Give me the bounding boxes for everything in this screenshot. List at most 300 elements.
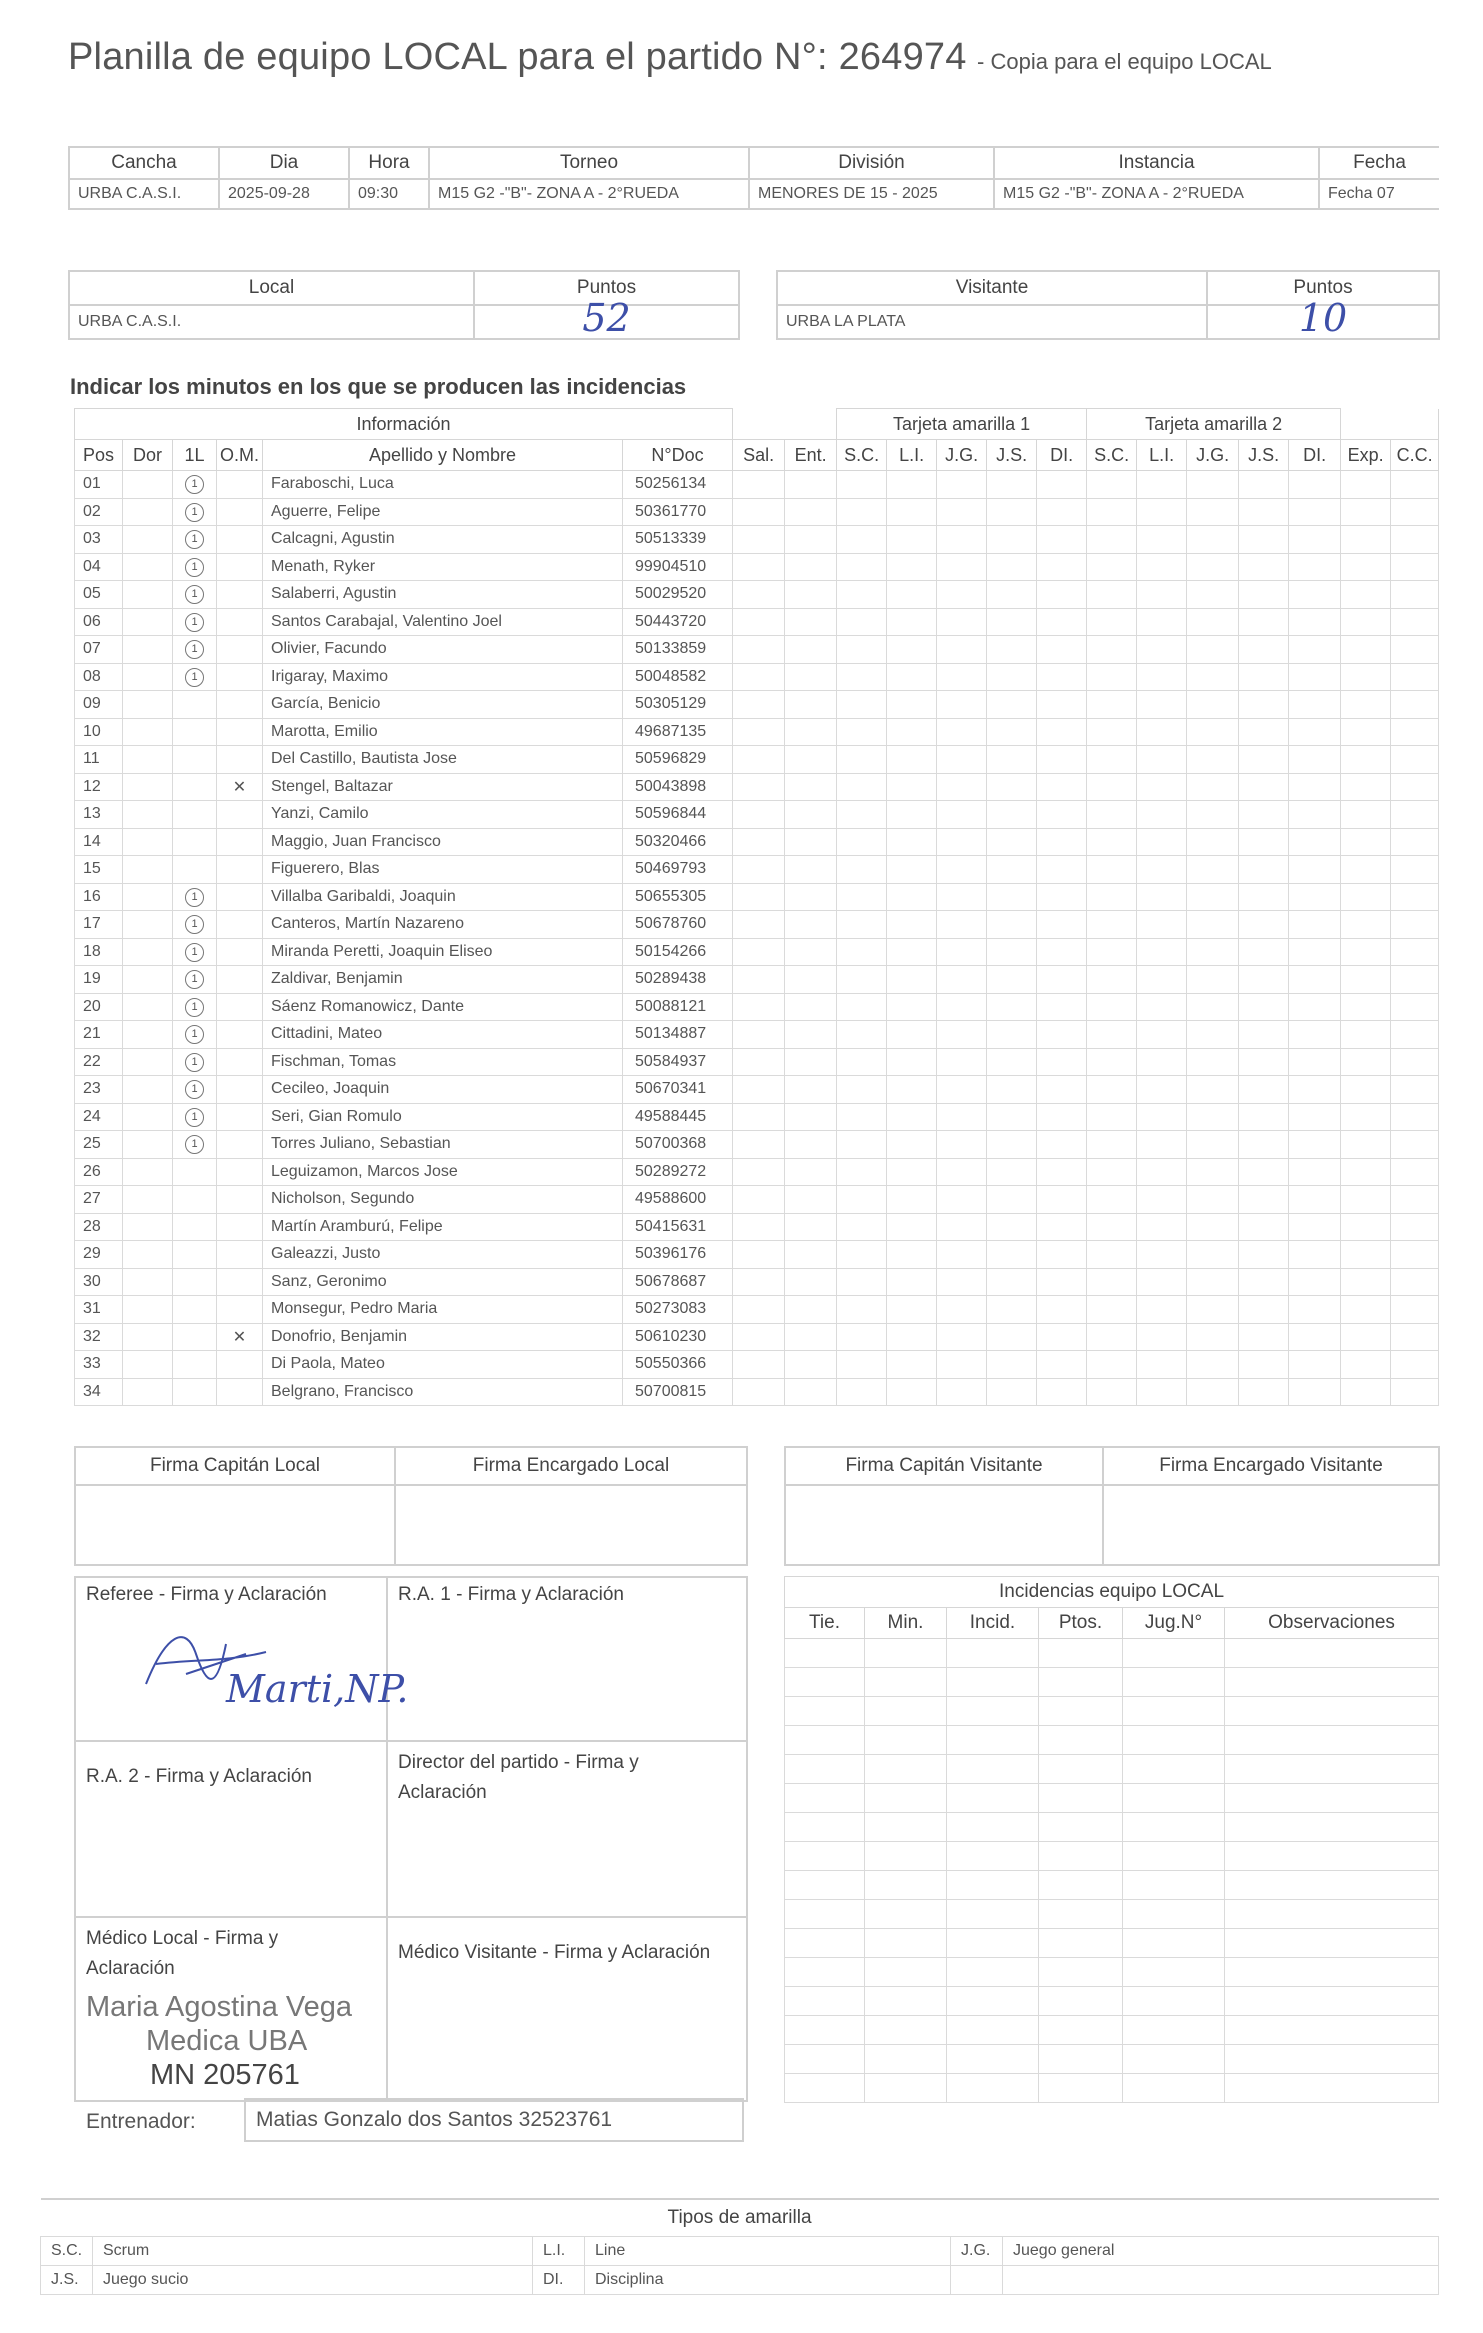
incident-entry-cell[interactable]	[1123, 2074, 1225, 2103]
incident-entry-cell[interactable]	[1039, 1755, 1123, 1784]
incident-cell[interactable]	[1087, 553, 1137, 581]
incident-entry-cell[interactable]	[865, 1958, 947, 1987]
incident-cell[interactable]	[1289, 1103, 1341, 1131]
medico-visitante-box[interactable]	[387, 1917, 747, 2101]
incident-cell[interactable]	[887, 608, 937, 636]
incident-cell[interactable]	[785, 553, 837, 581]
incident-cell[interactable]	[1137, 1076, 1187, 1104]
incident-cell[interactable]	[1137, 856, 1187, 884]
incident-cell[interactable]	[1187, 471, 1239, 499]
incident-cell[interactable]	[987, 938, 1037, 966]
ra1-box[interactable]	[387, 1577, 747, 1741]
incident-entry-cell[interactable]	[865, 1755, 947, 1784]
incident-cell[interactable]	[1289, 1268, 1341, 1296]
incident-cell[interactable]	[987, 1378, 1037, 1406]
incident-entry-cell[interactable]	[1123, 1987, 1225, 2016]
incident-cell[interactable]	[837, 1378, 887, 1406]
incident-cell[interactable]	[1087, 1351, 1137, 1379]
incident-cell[interactable]	[1341, 883, 1391, 911]
incident-cell[interactable]	[1391, 581, 1439, 609]
incident-cell[interactable]	[1341, 1213, 1391, 1241]
dorsal-cell[interactable]	[123, 663, 173, 691]
incident-cell[interactable]	[837, 1213, 887, 1241]
incident-cell[interactable]	[785, 1021, 837, 1049]
incident-cell[interactable]	[937, 1048, 987, 1076]
incident-cell[interactable]	[1239, 1048, 1289, 1076]
incident-cell[interactable]	[1289, 801, 1341, 829]
incident-cell[interactable]	[1239, 1378, 1289, 1406]
incident-cell[interactable]	[887, 1076, 937, 1104]
incident-cell[interactable]	[887, 828, 937, 856]
incident-cell[interactable]	[1341, 663, 1391, 691]
incident-cell[interactable]	[937, 691, 987, 719]
dorsal-cell[interactable]	[123, 1213, 173, 1241]
incident-cell[interactable]	[887, 1241, 937, 1269]
incident-entry-cell[interactable]	[1039, 1958, 1123, 1987]
incident-cell[interactable]	[1137, 773, 1187, 801]
incident-cell[interactable]	[1187, 801, 1239, 829]
incident-cell[interactable]	[987, 1021, 1037, 1049]
incident-cell[interactable]	[1137, 691, 1187, 719]
incident-cell[interactable]	[1037, 746, 1087, 774]
incident-cell[interactable]	[1087, 1158, 1137, 1186]
incident-entry-cell[interactable]	[785, 2016, 865, 2045]
incident-cell[interactable]	[887, 773, 937, 801]
incident-cell[interactable]	[1239, 773, 1289, 801]
incident-cell[interactable]	[1187, 1378, 1239, 1406]
incident-entry-cell[interactable]	[1039, 2074, 1123, 2103]
incident-cell[interactable]	[887, 801, 937, 829]
incident-entry-cell[interactable]	[1225, 2016, 1439, 2045]
incident-cell[interactable]	[1037, 1213, 1087, 1241]
incident-entry-cell[interactable]	[1225, 1958, 1439, 1987]
incident-cell[interactable]	[1087, 1241, 1137, 1269]
incident-cell[interactable]	[987, 498, 1037, 526]
incident-cell[interactable]	[987, 883, 1037, 911]
incident-cell[interactable]	[937, 636, 987, 664]
incident-cell[interactable]	[1187, 1351, 1239, 1379]
incident-cell[interactable]	[1289, 1158, 1341, 1186]
incident-cell[interactable]	[1087, 1021, 1137, 1049]
incident-cell[interactable]	[837, 663, 887, 691]
incident-cell[interactable]	[887, 1103, 937, 1131]
incident-cell[interactable]	[1037, 636, 1087, 664]
incident-cell[interactable]	[1391, 471, 1439, 499]
incident-entry-cell[interactable]	[865, 1697, 947, 1726]
incident-entry-cell[interactable]	[947, 1639, 1039, 1668]
incident-cell[interactable]	[785, 1213, 837, 1241]
incident-cell[interactable]	[1391, 663, 1439, 691]
incident-cell[interactable]	[837, 471, 887, 499]
incident-cell[interactable]	[1391, 828, 1439, 856]
incident-entry-cell[interactable]	[1225, 2074, 1439, 2103]
incident-entry-cell[interactable]	[785, 1668, 865, 1697]
incident-cell[interactable]	[937, 608, 987, 636]
incident-entry-cell[interactable]	[785, 1726, 865, 1755]
incident-cell[interactable]	[1087, 911, 1137, 939]
incident-cell[interactable]	[733, 1351, 785, 1379]
incident-cell[interactable]	[1037, 608, 1087, 636]
incident-cell[interactable]	[1087, 1076, 1137, 1104]
incident-cell[interactable]	[887, 1268, 937, 1296]
incident-cell[interactable]	[1391, 1048, 1439, 1076]
incident-cell[interactable]	[1187, 608, 1239, 636]
incident-cell[interactable]	[1391, 911, 1439, 939]
incident-cell[interactable]	[937, 1186, 987, 1214]
incident-cell[interactable]	[987, 663, 1037, 691]
incident-cell[interactable]	[785, 993, 837, 1021]
incident-cell[interactable]	[1087, 526, 1137, 554]
incident-cell[interactable]	[1037, 773, 1087, 801]
incident-cell[interactable]	[1087, 993, 1137, 1021]
incident-cell[interactable]	[1037, 1186, 1087, 1214]
incident-entry-cell[interactable]	[865, 1929, 947, 1958]
incident-entry-cell[interactable]	[1225, 1639, 1439, 1668]
incident-cell[interactable]	[1391, 718, 1439, 746]
incident-cell[interactable]	[987, 1323, 1037, 1351]
incident-cell[interactable]	[987, 746, 1037, 774]
incident-cell[interactable]	[1239, 526, 1289, 554]
incident-cell[interactable]	[733, 966, 785, 994]
incident-cell[interactable]	[1087, 1268, 1137, 1296]
incident-cell[interactable]	[1341, 718, 1391, 746]
incident-cell[interactable]	[887, 526, 937, 554]
incident-cell[interactable]	[1137, 718, 1187, 746]
dorsal-cell[interactable]	[123, 1131, 173, 1159]
incident-cell[interactable]	[1341, 966, 1391, 994]
incident-entry-cell[interactable]	[1123, 1784, 1225, 1813]
incident-cell[interactable]	[733, 718, 785, 746]
incident-entry-cell[interactable]	[785, 1842, 865, 1871]
dorsal-cell[interactable]	[123, 1158, 173, 1186]
incident-cell[interactable]	[785, 718, 837, 746]
incident-cell[interactable]	[837, 691, 887, 719]
incident-entry-cell[interactable]	[947, 1813, 1039, 1842]
incident-cell[interactable]	[1187, 773, 1239, 801]
incident-cell[interactable]	[837, 526, 887, 554]
incident-cell[interactable]	[1137, 883, 1187, 911]
incident-cell[interactable]	[887, 471, 937, 499]
incident-cell[interactable]	[1037, 663, 1087, 691]
incident-entry-cell[interactable]	[1225, 1668, 1439, 1697]
incident-cell[interactable]	[1037, 1323, 1087, 1351]
incident-cell[interactable]	[1239, 1323, 1289, 1351]
manager-local-signature-field[interactable]	[395, 1485, 747, 1565]
incident-cell[interactable]	[987, 856, 1037, 884]
incident-cell[interactable]	[785, 883, 837, 911]
incident-cell[interactable]	[837, 1048, 887, 1076]
incident-cell[interactable]	[1341, 636, 1391, 664]
incident-entry-cell[interactable]	[785, 1639, 865, 1668]
incident-cell[interactable]	[733, 801, 785, 829]
incident-cell[interactable]	[1087, 1323, 1137, 1351]
incident-entry-cell[interactable]	[865, 1668, 947, 1697]
incident-cell[interactable]	[1037, 1103, 1087, 1131]
incident-cell[interactable]	[837, 1268, 887, 1296]
incident-entry-cell[interactable]	[1039, 1697, 1123, 1726]
incident-cell[interactable]	[1341, 828, 1391, 856]
incident-cell[interactable]	[837, 746, 887, 774]
incident-cell[interactable]	[887, 883, 937, 911]
incident-cell[interactable]	[837, 993, 887, 1021]
incident-cell[interactable]	[733, 1378, 785, 1406]
incident-cell[interactable]	[987, 608, 1037, 636]
incident-entry-cell[interactable]	[1039, 1784, 1123, 1813]
incident-cell[interactable]	[733, 526, 785, 554]
incident-cell[interactable]	[1239, 1103, 1289, 1131]
incident-entry-cell[interactable]	[785, 1755, 865, 1784]
incident-cell[interactable]	[1391, 691, 1439, 719]
incident-cell[interactable]	[987, 581, 1037, 609]
incident-cell[interactable]	[1391, 1323, 1439, 1351]
incident-entry-cell[interactable]	[785, 1987, 865, 2016]
incident-cell[interactable]	[1137, 1351, 1187, 1379]
incident-entry-cell[interactable]	[1123, 2016, 1225, 2045]
incident-cell[interactable]	[733, 773, 785, 801]
incident-cell[interactable]	[937, 1131, 987, 1159]
incident-cell[interactable]	[733, 1048, 785, 1076]
incident-cell[interactable]	[1289, 1323, 1341, 1351]
incident-cell[interactable]	[1341, 801, 1391, 829]
incident-cell[interactable]	[733, 883, 785, 911]
incident-cell[interactable]	[1391, 1103, 1439, 1131]
incident-cell[interactable]	[837, 1131, 887, 1159]
dorsal-cell[interactable]	[123, 1103, 173, 1131]
incident-cell[interactable]	[785, 1296, 837, 1324]
incident-cell[interactable]	[733, 1076, 785, 1104]
incident-cell[interactable]	[837, 553, 887, 581]
incident-cell[interactable]	[1391, 636, 1439, 664]
incident-cell[interactable]	[1137, 1048, 1187, 1076]
incident-cell[interactable]	[1391, 1186, 1439, 1214]
incident-cell[interactable]	[1341, 581, 1391, 609]
incident-entry-cell[interactable]	[865, 1784, 947, 1813]
incident-cell[interactable]	[887, 746, 937, 774]
dorsal-cell[interactable]	[123, 1048, 173, 1076]
incident-cell[interactable]	[1087, 691, 1137, 719]
incident-cell[interactable]	[987, 1351, 1037, 1379]
incident-cell[interactable]	[733, 1296, 785, 1324]
incident-cell[interactable]	[733, 608, 785, 636]
incident-cell[interactable]	[887, 553, 937, 581]
incident-cell[interactable]	[1087, 773, 1137, 801]
incident-cell[interactable]	[785, 1048, 837, 1076]
incident-cell[interactable]	[987, 993, 1037, 1021]
incident-cell[interactable]	[1187, 938, 1239, 966]
incident-cell[interactable]	[1087, 471, 1137, 499]
incident-cell[interactable]	[1037, 526, 1087, 554]
incident-cell[interactable]	[837, 828, 887, 856]
incident-cell[interactable]	[1289, 1351, 1341, 1379]
incident-entry-cell[interactable]	[865, 1987, 947, 2016]
incident-cell[interactable]	[1289, 993, 1341, 1021]
incident-cell[interactable]	[785, 471, 837, 499]
incident-cell[interactable]	[1289, 663, 1341, 691]
incident-cell[interactable]	[1137, 1296, 1187, 1324]
incident-cell[interactable]	[1037, 828, 1087, 856]
incident-entry-cell[interactable]	[1123, 1842, 1225, 1871]
dorsal-cell[interactable]	[123, 966, 173, 994]
dorsal-cell[interactable]	[123, 773, 173, 801]
incident-cell[interactable]	[837, 498, 887, 526]
incident-cell[interactable]	[837, 581, 887, 609]
incident-cell[interactable]	[937, 1323, 987, 1351]
incident-cell[interactable]	[937, 526, 987, 554]
incident-entry-cell[interactable]	[1039, 1842, 1123, 1871]
incident-cell[interactable]	[837, 883, 887, 911]
incident-cell[interactable]	[1239, 1268, 1289, 1296]
incident-cell[interactable]	[785, 801, 837, 829]
incident-cell[interactable]	[1137, 828, 1187, 856]
incident-cell[interactable]	[785, 1351, 837, 1379]
incident-cell[interactable]	[1187, 1021, 1239, 1049]
incident-cell[interactable]	[1391, 938, 1439, 966]
incident-cell[interactable]	[937, 1213, 987, 1241]
dorsal-cell[interactable]	[123, 1241, 173, 1269]
incident-entry-cell[interactable]	[1123, 1755, 1225, 1784]
incident-cell[interactable]	[937, 911, 987, 939]
incident-entry-cell[interactable]	[1123, 1639, 1225, 1668]
incident-cell[interactable]	[1341, 993, 1391, 1021]
incident-cell[interactable]	[1187, 856, 1239, 884]
incident-cell[interactable]	[937, 883, 987, 911]
incident-cell[interactable]	[1391, 1296, 1439, 1324]
dorsal-cell[interactable]	[123, 828, 173, 856]
incident-entry-cell[interactable]	[785, 1784, 865, 1813]
incident-cell[interactable]	[785, 636, 837, 664]
incident-cell[interactable]	[937, 553, 987, 581]
incident-entry-cell[interactable]	[1039, 2016, 1123, 2045]
incident-cell[interactable]	[1037, 1021, 1087, 1049]
incident-cell[interactable]	[1239, 718, 1289, 746]
incident-cell[interactable]	[987, 691, 1037, 719]
dorsal-cell[interactable]	[123, 471, 173, 499]
incident-entry-cell[interactable]	[947, 1755, 1039, 1784]
incident-cell[interactable]	[1341, 526, 1391, 554]
incident-cell[interactable]	[1087, 581, 1137, 609]
incident-cell[interactable]	[1137, 471, 1187, 499]
incident-cell[interactable]	[785, 1186, 837, 1214]
incident-cell[interactable]	[1239, 1158, 1289, 1186]
incident-cell[interactable]	[987, 773, 1037, 801]
incident-cell[interactable]	[1391, 746, 1439, 774]
incident-cell[interactable]	[785, 856, 837, 884]
incident-cell[interactable]	[837, 636, 887, 664]
incident-cell[interactable]	[1087, 966, 1137, 994]
incident-cell[interactable]	[1087, 938, 1137, 966]
incident-cell[interactable]	[733, 498, 785, 526]
incident-cell[interactable]	[785, 938, 837, 966]
incident-entry-cell[interactable]	[785, 1958, 865, 1987]
incident-cell[interactable]	[1187, 1048, 1239, 1076]
incident-cell[interactable]	[733, 938, 785, 966]
incident-cell[interactable]	[785, 581, 837, 609]
incident-cell[interactable]	[937, 993, 987, 1021]
incident-cell[interactable]	[1289, 1021, 1341, 1049]
incident-cell[interactable]	[1087, 1213, 1137, 1241]
incident-cell[interactable]	[887, 1021, 937, 1049]
incident-cell[interactable]	[1239, 1351, 1289, 1379]
incident-cell[interactable]	[887, 993, 937, 1021]
incident-cell[interactable]	[733, 1268, 785, 1296]
incident-entry-cell[interactable]	[785, 2074, 865, 2103]
dorsal-cell[interactable]	[123, 636, 173, 664]
incident-cell[interactable]	[1289, 1186, 1341, 1214]
incident-entry-cell[interactable]	[865, 1813, 947, 1842]
incident-cell[interactable]	[785, 1241, 837, 1269]
incident-cell[interactable]	[1137, 801, 1187, 829]
incident-cell[interactable]	[1239, 883, 1289, 911]
incident-entry-cell[interactable]	[947, 1726, 1039, 1755]
incident-cell[interactable]	[987, 1131, 1037, 1159]
incident-cell[interactable]	[1037, 938, 1087, 966]
incident-cell[interactable]	[887, 1296, 937, 1324]
incident-cell[interactable]	[1137, 966, 1187, 994]
incident-cell[interactable]	[837, 1296, 887, 1324]
incident-cell[interactable]	[1187, 966, 1239, 994]
incident-cell[interactable]	[785, 526, 837, 554]
dorsal-cell[interactable]	[123, 1076, 173, 1104]
incident-entry-cell[interactable]	[1039, 1871, 1123, 1900]
incident-entry-cell[interactable]	[1039, 1813, 1123, 1842]
incident-cell[interactable]	[837, 718, 887, 746]
incident-entry-cell[interactable]	[947, 2016, 1039, 2045]
incident-entry-cell[interactable]	[947, 1987, 1039, 2016]
incident-cell[interactable]	[1391, 1268, 1439, 1296]
incident-cell[interactable]	[1341, 1048, 1391, 1076]
incident-cell[interactable]	[887, 1213, 937, 1241]
incident-cell[interactable]	[1289, 938, 1341, 966]
incident-entry-cell[interactable]	[1123, 2045, 1225, 2074]
referee-box[interactable]	[75, 1577, 409, 1741]
incident-cell[interactable]	[785, 691, 837, 719]
incident-entry-cell[interactable]	[865, 1726, 947, 1755]
incident-cell[interactable]	[1239, 828, 1289, 856]
incident-cell[interactable]	[1087, 636, 1137, 664]
incident-cell[interactable]	[887, 1323, 937, 1351]
incident-cell[interactable]	[1239, 1076, 1289, 1104]
incident-entry-cell[interactable]	[1123, 1697, 1225, 1726]
incident-cell[interactable]	[937, 966, 987, 994]
incident-cell[interactable]	[987, 1048, 1037, 1076]
incident-cell[interactable]	[1137, 581, 1187, 609]
incident-cell[interactable]	[1391, 1351, 1439, 1379]
incident-cell[interactable]	[1341, 911, 1391, 939]
incident-cell[interactable]	[937, 581, 987, 609]
incident-cell[interactable]	[1289, 1076, 1341, 1104]
incident-cell[interactable]	[887, 718, 937, 746]
incident-cell[interactable]	[1137, 553, 1187, 581]
incident-cell[interactable]	[937, 1021, 987, 1049]
incident-cell[interactable]	[733, 1323, 785, 1351]
incident-cell[interactable]	[987, 471, 1037, 499]
incident-cell[interactable]	[733, 993, 785, 1021]
incident-cell[interactable]	[733, 1131, 785, 1159]
incident-cell[interactable]	[1239, 663, 1289, 691]
incident-cell[interactable]	[1187, 911, 1239, 939]
incident-cell[interactable]	[937, 718, 987, 746]
incident-cell[interactable]	[1239, 993, 1289, 1021]
incident-cell[interactable]	[1391, 553, 1439, 581]
incident-cell[interactable]	[1341, 1296, 1391, 1324]
incident-cell[interactable]	[1187, 1213, 1239, 1241]
incident-cell[interactable]	[1187, 1076, 1239, 1104]
incident-cell[interactable]	[1037, 1158, 1087, 1186]
incident-cell[interactable]	[1341, 856, 1391, 884]
incident-cell[interactable]	[1391, 1378, 1439, 1406]
incident-cell[interactable]	[1137, 1131, 1187, 1159]
incident-entry-cell[interactable]	[785, 1871, 865, 1900]
